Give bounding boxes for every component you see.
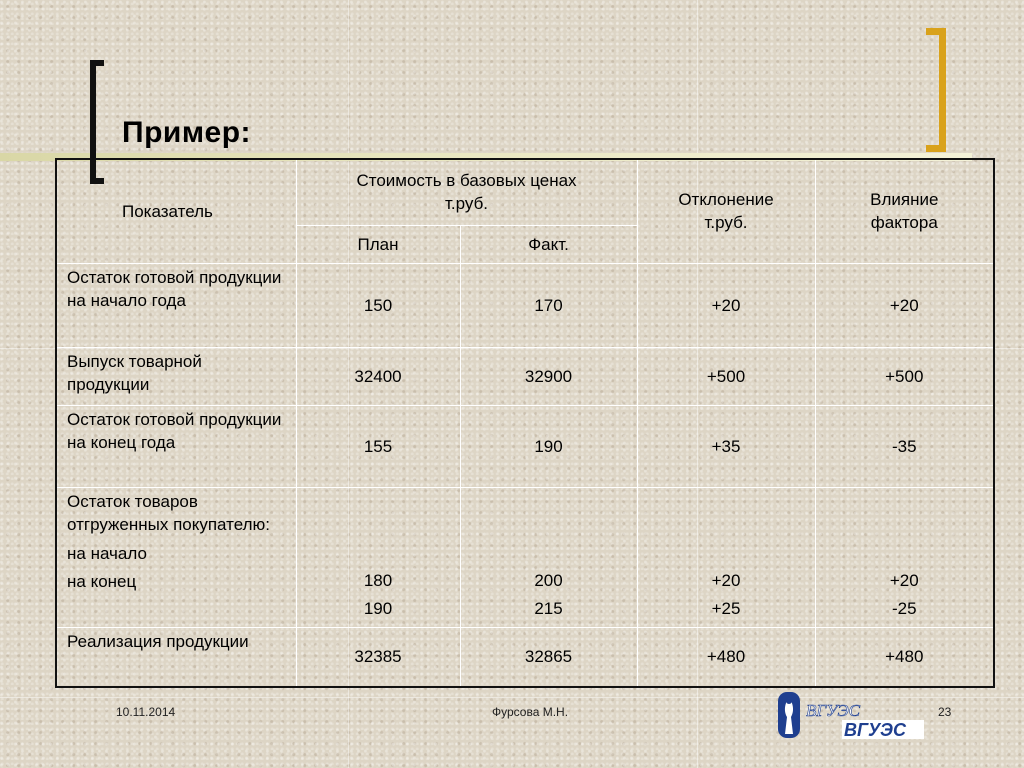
influence-end-value: -25 [891, 598, 917, 618]
header-row [56, 159, 994, 225]
plan-value: 32385 [296, 627, 460, 687]
row-sublabel-end: на конец [67, 571, 137, 591]
header-influence-line2: фактора [870, 213, 938, 233]
fact-start-value: 200 [534, 570, 563, 590]
influence-value: +20 [815, 263, 994, 347]
fact-end-value: 215 [534, 598, 563, 618]
header-plan: План [296, 225, 460, 263]
footer-author: Фурсова М.Н. [492, 705, 569, 719]
plan-value: 32400 [296, 347, 460, 405]
logo-text-lower: ВГУЭС [844, 720, 906, 740]
row-label [56, 487, 296, 627]
table-row [56, 405, 994, 487]
row-label: Остаток готовой продукции на начало года [56, 263, 296, 347]
deviation-value: +480 [637, 627, 815, 687]
header-fact: Факт. [460, 225, 637, 263]
deviation-end-value: +25 [711, 598, 741, 618]
fact-value: 170 [460, 263, 637, 347]
header-influence-line1: Влияние [870, 190, 939, 210]
header-base-cost-line2: т.руб. [444, 194, 489, 214]
header-deviation-line2: т.руб. [704, 213, 748, 233]
data-table [55, 158, 995, 688]
footer-page-number: 23 [938, 705, 952, 719]
influence-value: +480 [815, 627, 994, 687]
right-bracket-decoration [926, 28, 946, 152]
header-indicator [56, 159, 296, 263]
header-influence [815, 159, 994, 263]
row-label: Реализация продукции [56, 627, 296, 687]
plan-start-value: 180 [363, 570, 393, 590]
table-row [56, 263, 994, 347]
influence-value: -35 [815, 405, 994, 487]
plan-value: 150 [296, 263, 460, 347]
university-logo [778, 690, 928, 740]
header-deviation [637, 159, 815, 263]
influence-value: +500 [815, 347, 994, 405]
table-row [56, 347, 994, 405]
plan-end-value: 190 [363, 598, 393, 618]
header-base-cost [296, 159, 637, 225]
deviation-value [637, 487, 815, 627]
deviation-value: +20 [637, 263, 815, 347]
row-sublabel-start: на начало [67, 543, 147, 563]
header-indicator-label: Показатель [122, 201, 213, 221]
plan-value: 155 [296, 405, 460, 487]
influence-value [815, 487, 994, 627]
deviation-value: +35 [637, 405, 815, 487]
deviation-start-value: +20 [711, 570, 741, 590]
row-label: Выпуск товарной продукции [56, 347, 296, 405]
fact-value: 32865 [460, 627, 637, 687]
table-row [56, 487, 994, 627]
influence-start-value: +20 [889, 570, 919, 590]
fact-value: 190 [460, 405, 637, 487]
row-label: Остаток готовой продукции на конец года [56, 405, 296, 487]
row-label-main: Остаток товаров отгруженных покупателю: [67, 491, 271, 534]
header-deviation-line1: Отклонение [678, 190, 774, 210]
deviation-value: +500 [637, 347, 815, 405]
fact-value: 32900 [460, 347, 637, 405]
fact-value [460, 487, 637, 627]
slide-title: Пример: [122, 116, 252, 149]
logo-text-upper: ВГУЭС [806, 701, 860, 720]
footer-date: 10.11.2014 [116, 705, 176, 719]
header-base-cost-line1: Стоимость в базовых ценах [356, 171, 577, 191]
table-row [56, 627, 994, 687]
plan-value [296, 487, 460, 627]
